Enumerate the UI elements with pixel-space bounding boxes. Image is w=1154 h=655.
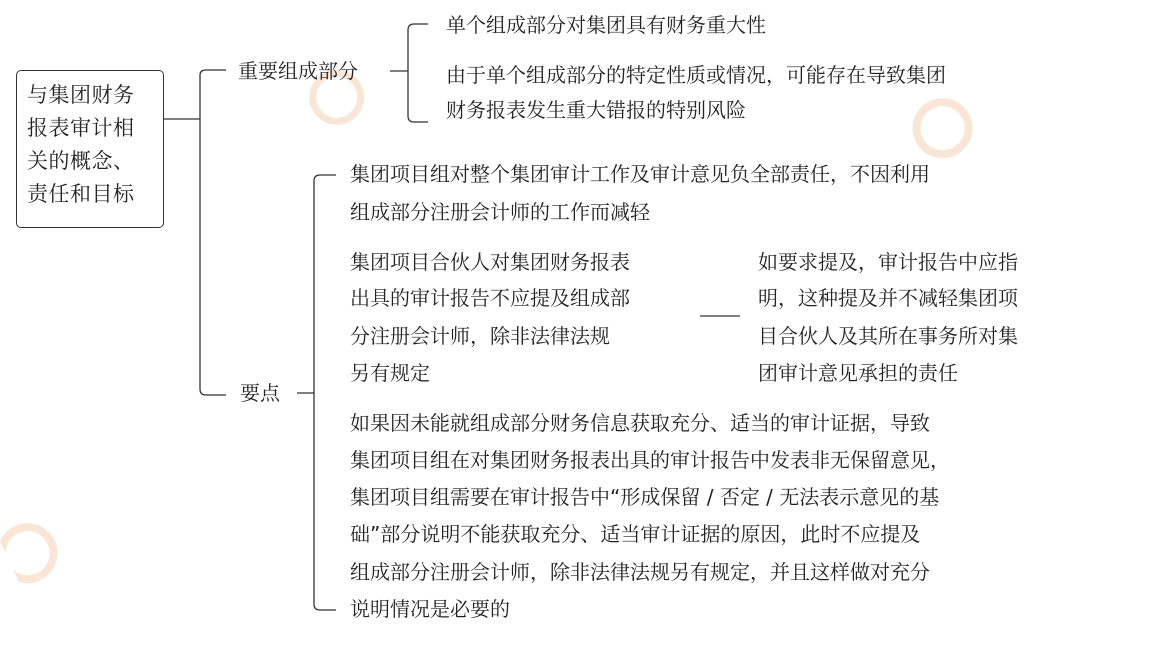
branch2-item3-line6: 说明情况是必要的 bbox=[350, 597, 510, 621]
branch2-item2-right-line1: 如要求提及，审计报告中应指 bbox=[758, 250, 1018, 274]
root-node bbox=[16, 70, 164, 228]
branch2-item2-left-line3: 分注册会计师，除非法律法规 bbox=[350, 324, 610, 348]
branch1-item2-line2: 财务报表发生重大错报的特别风险 bbox=[446, 98, 746, 122]
branch1-item2-line1: 由于单个组成部分的特定性质或情况，可能存在导致集团 bbox=[446, 63, 946, 87]
branch1-label: 重要组成部分 bbox=[238, 59, 358, 83]
branch2-item3-line1: 如果因未能就组成部分财务信息获取充分、适当的审计证据，导致 bbox=[350, 411, 930, 435]
branch2-item2-left-line4: 另有规定 bbox=[350, 361, 430, 385]
branch2-item2-left-line2: 出具的审计报告不应提及组成部 bbox=[350, 286, 630, 310]
branch2-item1-line2: 组成部分注册会计师的工作而减轻 bbox=[350, 200, 650, 224]
branch2-item3-line5: 组成部分注册会计师，除非法律法规另有规定，并且这样做对充分 bbox=[350, 560, 930, 584]
branch2-item3-line2: 集团项目组在对集团财务报表出具的审计报告中发表非无保留意见， bbox=[350, 448, 950, 472]
branch2-item1-line1: 集团项目组对整个集团审计工作及审计意见负全部责任，不因利用 bbox=[350, 162, 930, 186]
branch2-item2-right-line4: 团审计意见承担的责任 bbox=[758, 361, 958, 385]
branch2-item3-line4: 础”部分说明不能获取充分、适当审计证据的原因，此时不应提及 bbox=[350, 522, 921, 546]
branch2-item2-right-line3: 目合伙人及其所在事务所对集 bbox=[758, 324, 1018, 348]
branch2-item3-line3: 集团项目组需要在审计报告中“形成保留 / 否定 / 无法表示意见的基 bbox=[350, 485, 940, 509]
root-line: 报表审计相 bbox=[27, 116, 135, 140]
branch1-item1: 单个组成部分对集团具有财务重大性 bbox=[446, 13, 766, 37]
branch2-label: 要点 bbox=[240, 381, 280, 405]
branch2-item2-left-line1: 集团项目合伙人对集团财务报表 bbox=[350, 250, 630, 274]
root-line: 与集团财务 bbox=[27, 83, 135, 107]
root-line: 责任和目标 bbox=[27, 182, 135, 206]
branch2-item2-right-line2: 明，这种提及并不减轻集团项 bbox=[758, 286, 1018, 310]
root-line: 关的概念、 bbox=[27, 149, 135, 173]
